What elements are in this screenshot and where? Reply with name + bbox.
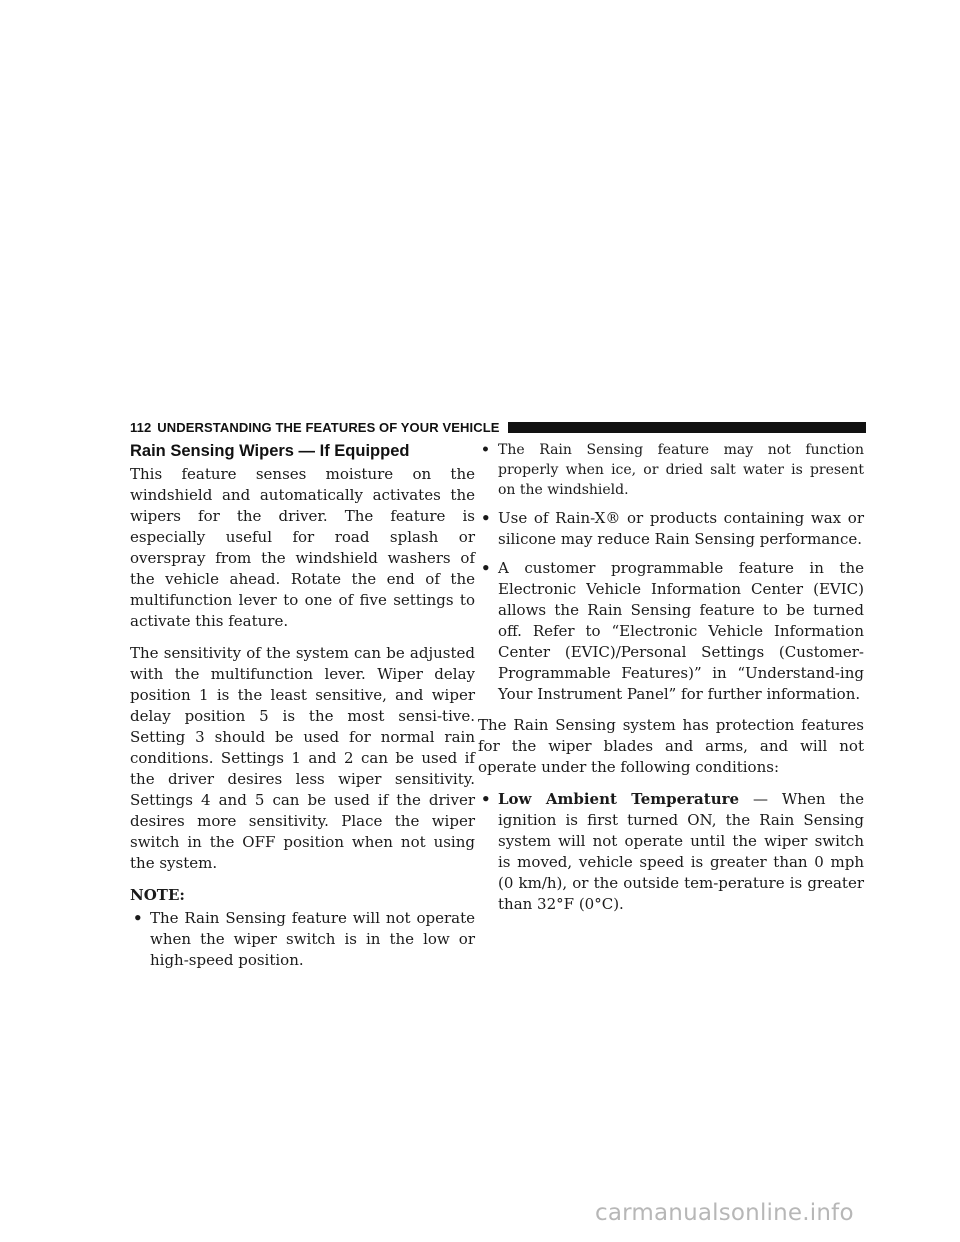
header-rule [508, 422, 867, 433]
list-item-text: A customer programmable feature in the Electronic Vehicle Information Center (EVIC) allows the Rain Sensing feature to be turned off. Refer to “Electronic Vehicle Information Center (EVIC)/Personal Settings (Customer-Programmable Features)” in “Understand-ing Your Instrument Panel” for further information. [498, 559, 864, 703]
conditions-list [478, 789, 864, 915]
list-item-text: Use of Rain-X® or products containing wax or silicone may reduce Rain Sensing performance. [498, 509, 864, 548]
section-heading: Rain Sensing Wipers — If Equipped [130, 442, 410, 460]
left-column [130, 440, 475, 981]
list-item [478, 789, 864, 915]
bullet-icon: • [133, 909, 143, 927]
note-label: NOTE: [130, 886, 185, 904]
list-item [130, 908, 475, 971]
list-item [478, 440, 864, 500]
running-header [130, 419, 866, 435]
paragraph: The sensitivity of the system can be adjusted with the multifunction lever. Wiper delay position 1 is the least sensitive, and wiper delay position 5 is the most sensi-tive. Setting 3 should be used for normal rain conditions. Settings 1 and 2 can be used if the driver desires less wiper sensitivity. Settings 4 and 5 can be used if the driver desires more sensitivity. Place the wiper switch in the OFF position when not using the system. [130, 644, 475, 872]
header-title: UNDERSTANDING THE FEATURES OF YOUR VEHICLE [157, 419, 500, 435]
list-item-text: The Rain Sensing feature will not operate when the wiper switch is in the low or high-speed position. [150, 909, 475, 969]
bullet-icon: • [481, 559, 491, 577]
paragraph: This feature senses moisture on the windshield and automatically activates the wipers for the driver. The feature is especially useful for road splash or overspray from the windshield washers of the vehicle ahead. Rotate the end of the multifunction lever to one of five settings to activate this feature. [130, 465, 475, 630]
list-item [478, 508, 864, 550]
bullet-icon: • [481, 790, 491, 808]
watermark: carmanualsonline.info [595, 1200, 854, 1226]
condition-term: Low Ambient Temperature [498, 790, 740, 808]
bullet-icon: • [481, 442, 490, 458]
note-list-continued [478, 440, 864, 705]
note-list [130, 908, 475, 971]
list-item [478, 558, 864, 705]
page-number: 112 [130, 419, 152, 435]
bullet-icon: • [481, 509, 491, 527]
list-item-text: The Rain Sensing feature may not function properly when ice, or dried salt water is present on the windshield. [498, 442, 864, 498]
condition-text: — When the ignition is first turned ON, the Rain Sensing system will not operate until the wiper switch is moved, vehicle speed is greater than 0 mph (0 km/h), or the outside tem-perature is greater than 32°F (0°C). [498, 790, 864, 913]
right-column [478, 440, 864, 925]
paragraph: The Rain Sensing system has protection features for the wiper blades and arms, and will not operate under the following conditions: [478, 716, 864, 776]
